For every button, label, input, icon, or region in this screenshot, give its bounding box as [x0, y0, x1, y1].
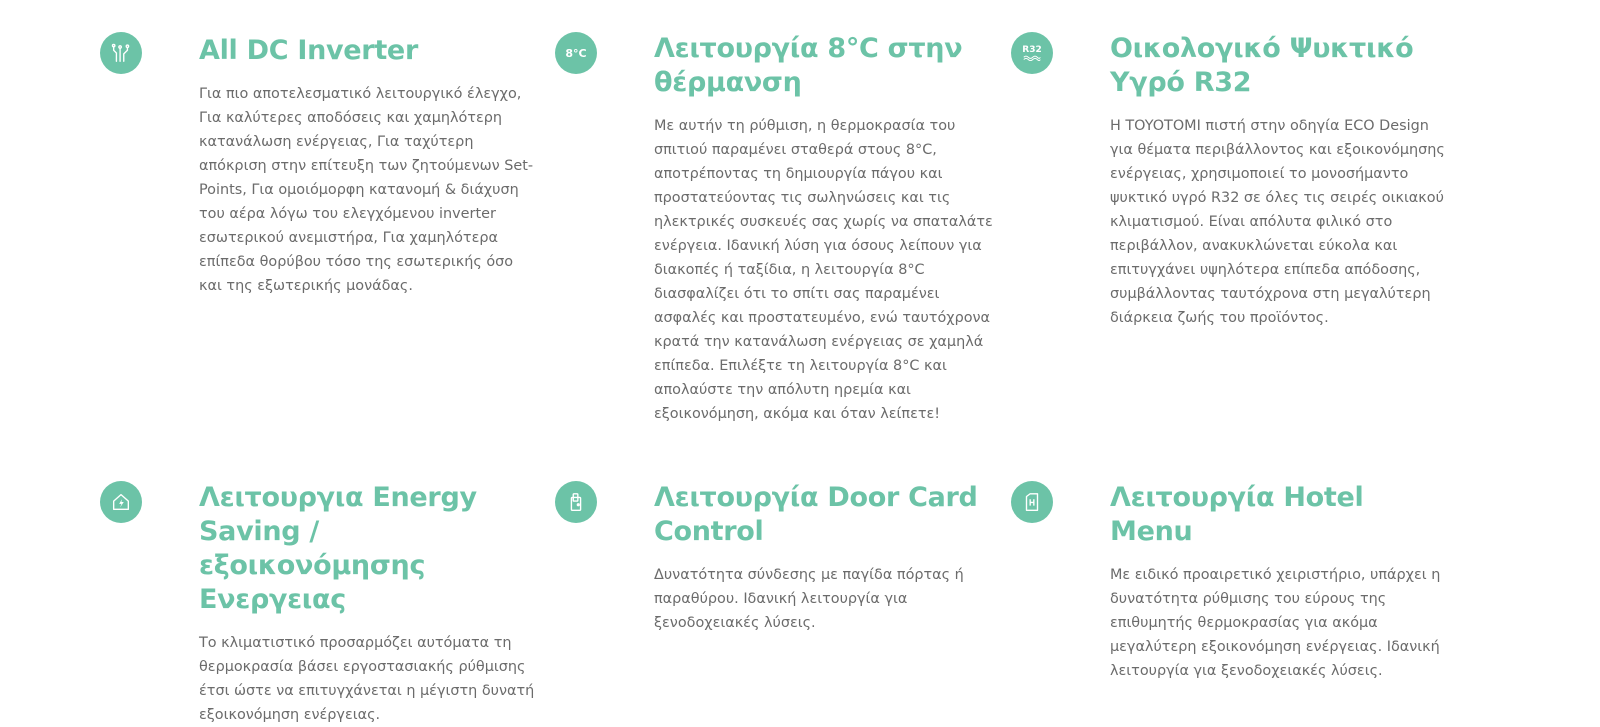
feature-title: All DC Inverter [199, 35, 418, 66]
icon-label: R32 [1022, 45, 1042, 55]
feature-description: Το κλιματιστικό προσαρμόζει αυτόματα τη θερμοκρασία βάσει εργοστασιακής ρύθμισης έτσι ώστε να επιτυγχάνεται η μέγιστη δυνατή εξοικονόμηση ενέργειας. [199, 635, 535, 723]
feature-door-card-control [654, 481, 994, 635]
energy-house-icon [100, 481, 142, 523]
door-card-icon [555, 481, 597, 523]
feature-title: Λειτουργία 8°C στην θέρμανση [654, 33, 963, 98]
feature-description: Με ειδικό προαιρετικό χειριστήριο, υπάρχει η δυνατότητα ρύθμισης του εύρους της επιθυμητής θερμοκρασίας για ακόμα μεγαλύτερη εξοικονόμηση ενέργειας. Ιδανική λειτουργία για ξενοδοχειακές λύσεις. [1110, 567, 1441, 679]
feature-all-dc-inverter [199, 32, 539, 298]
r32-refrigerant-icon [1011, 32, 1053, 74]
feature-title: Λειτουργία Door Card Control [654, 482, 978, 547]
feature-description: Η TOYOTOMI πιστή στην οδηγία ECO Design για θέματα περιβάλλοντος και εξοικονόμησης ενέργειας, χρησιμοποιεί το μονοσήμαντο ψυκτικό υγρό R32 σε όλες τις σειρές οικιακού κλιματισμού. Είναι απόλυτα φιλικό στο περιβάλλον, ανακυκλώνεται εύκολα και επιτυγχάνει υψηλότερα επίπεδα απόδοσης, συμβάλλοντας ταυτόχρονα στη μεγαλύτερη διάρκεια ζωής του προϊόντος. [1110, 118, 1445, 326]
feature-description: Με αυτήν τη ρύθμιση, η θερμοκρασία του σπιτιού παραμένει σταθερά στους 8°C, αποτρέποντας τη δημιουργία πάγου και προστατεύοντας τις σωληνώσεις και τις ηλεκτρικές συσκευές σας χωρίς να σπαταλάτε ενέργεια. Ιδανική λύση για όσους λείπουν για διακοπές ή ταξίδια, η λειτουργία 8°C διασφαλίζει ότι το σπίτι σας παραμένει ασφαλές και προστατευμένο, ενώ ταυτόχρονα κρατά την κατανάλωση ενέργειας σε χαμηλά επίπεδα. Επιλέξτε τη λειτουργία 8°C και απολαύστε την απόλυτη ηρεμία και εξοικονόμηση, ακόμα και όταν λείπετε! [654, 118, 993, 422]
feature-title: Λειτουργια Energy Saving / εξοικονόμησης Ενεργειας [199, 482, 477, 615]
feature-description: Για πιο αποτελεσματικό λειτουργικό έλεγχο, Για καλύτερες αποδόσεις και χαμηλότερη κατανάλωση ενέργειας, Για ταχύτερη απόκριση στην επίτευξη των ζητούμενων Set-Points, Για ομοιόμορφη κατανομή & διάχυση του αέρα λόγω του ελεγχόμενου inverter εσωτερικού ανεμιστήρα, Για χαμηλότερα επίπεδα θορύβου τόσο της εσωτερικής όσο και της εξωτερικής μονάδας. [199, 86, 534, 294]
feature-energy-saving [199, 481, 539, 727]
feature-8c-heating [565, 32, 994, 426]
feature-title: Οικολογικό Ψυκτικό Υγρό R32 [1110, 33, 1414, 98]
hotel-menu-icon [1011, 481, 1053, 523]
feature-hotel-menu [1110, 481, 1450, 683]
circuit-icon [100, 32, 142, 74]
icon-label: 8°C [565, 46, 587, 60]
feature-r32-refrigerant [1022, 32, 1450, 330]
feature-description: Δυνατότητα σύνδεσης με παγίδα πόρτας ή παραθύρου. Ιδανική λειτουργία για ξενοδοχειακές λύσεις. [654, 567, 964, 631]
temperature-8c-icon [555, 32, 597, 74]
feature-title: Λειτουργία Hotel Menu [1110, 482, 1364, 547]
